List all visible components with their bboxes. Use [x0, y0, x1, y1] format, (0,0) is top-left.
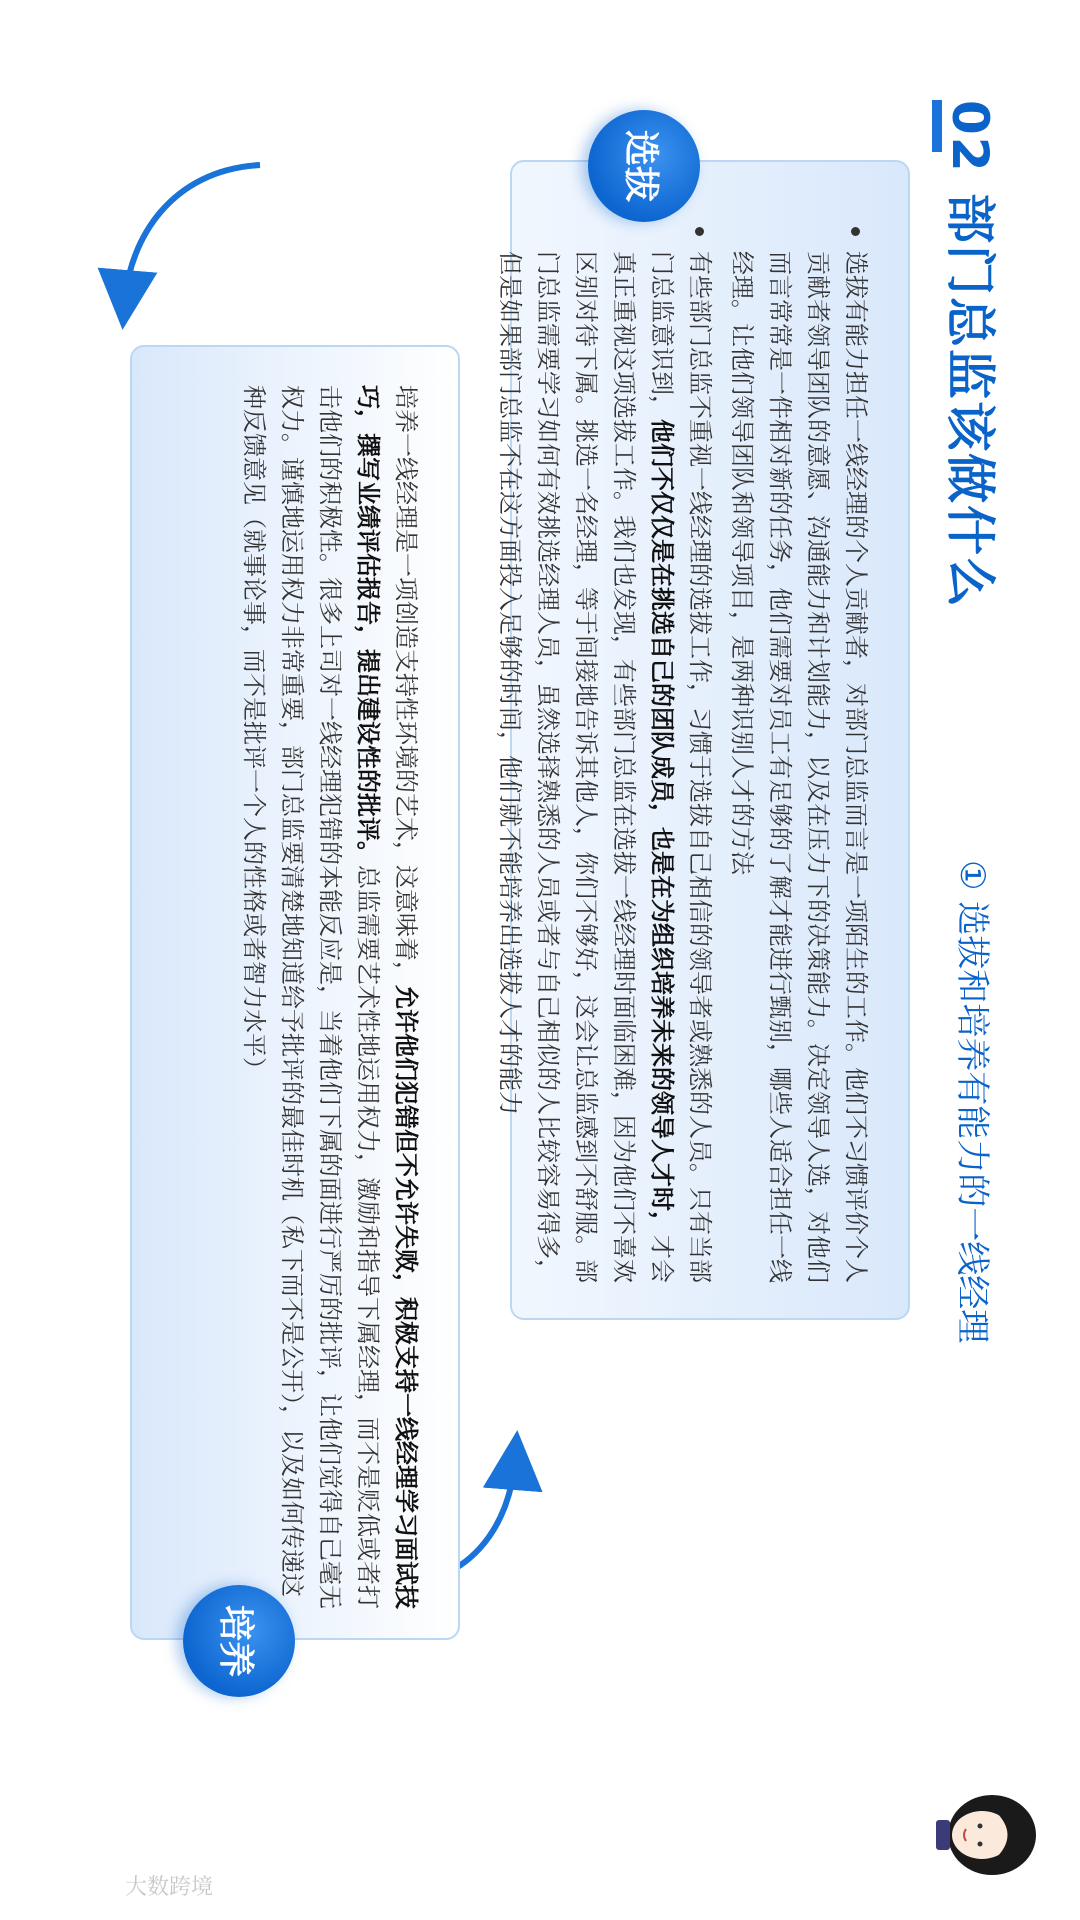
train-text-1: 培养一线经理是一项创造支持性环境的艺术，这意味着，: [392, 385, 420, 985]
select-text: [487, 225, 875, 1285]
select-paragraph-2-suffix: 才会真正重视这项选拔工作。我们也发现，有些部门总监在选拔一线经理时面临困难，因为他们不喜欢区别对待下属。挑选一名经理，等于间接地告诉其他人，你们不够好，这会让总监感到不舒服。部门总监需要学习如何有效挑选经理人员，虽然选择熟悉的人员或者与自己相似的人比较容易得多，但是如果部门总监不在这方面投入足够的时间，他们就不能培养出选拔人才的能力: [496, 251, 676, 1283]
page-title: 02 部门总监该做什么: [941, 100, 999, 609]
select-bullet-2: [491, 225, 719, 1285]
select-paragraph-2-bold: 他们不仅仅是在挑选自己的团队成员，也是在为组织培养未来的领导人才时，: [648, 419, 676, 1235]
select-paragraph-1: 选拔有能力担任一线经理的个人贡献者，对部门总监而言是一项陌生的工作。他们不习惯评价个人贡献者领导团队的意愿、沟通能力和计划能力，以及在压力下的决策能力。决定领导人选，对他们而言常常是一件相对新的任务，他们需要对员工有足够的了解才能进行甄别，哪些人适合担任一线经理。让他们领导团队和领导项目，是两种识别人才的方法: [728, 251, 870, 1283]
train-text-2: 总监需要艺术性地运用权力，激励和指导下属经理，而不是贬低或者打击他们的积极性。很多上司对一线经理犯错的本能反应是，当着他们下属的面进行严厉的批评，让他们觉得自己毫无权力。谨慎地运用权力非常重要，部门总监要清楚地知道给予批评的最佳时机（私下而不是公开），以及如何传递这种反馈意见（就事论事，而不是批评一个人的性格或者智力水平）: [240, 385, 382, 1609]
select-badge: 选拔: [588, 110, 700, 222]
train-text: [235, 385, 425, 1615]
train-badge: 培养: [183, 1585, 295, 1697]
arrow-top-right: [125, 165, 260, 300]
avatar-icon: [930, 1790, 1040, 1880]
train-text-bold: 允许他们犯错但不允许失败，积极支持一线经理学习面试技巧，撰写业绩评估报告，提出建设性的批评。: [354, 385, 420, 1609]
select-paragraph-2-text: 有些部门总监不重视一线经理的选拔工作，习惯于选拔自己相信的领导者或熟悉的人员。只有当部门总监意识到，: [648, 251, 714, 1283]
watermark: 大数跨境: [125, 1875, 214, 1900]
select-bullet-1: [723, 225, 875, 1285]
page-subtitle: ① 选拔和培养有能力的一线经理: [952, 860, 992, 1344]
